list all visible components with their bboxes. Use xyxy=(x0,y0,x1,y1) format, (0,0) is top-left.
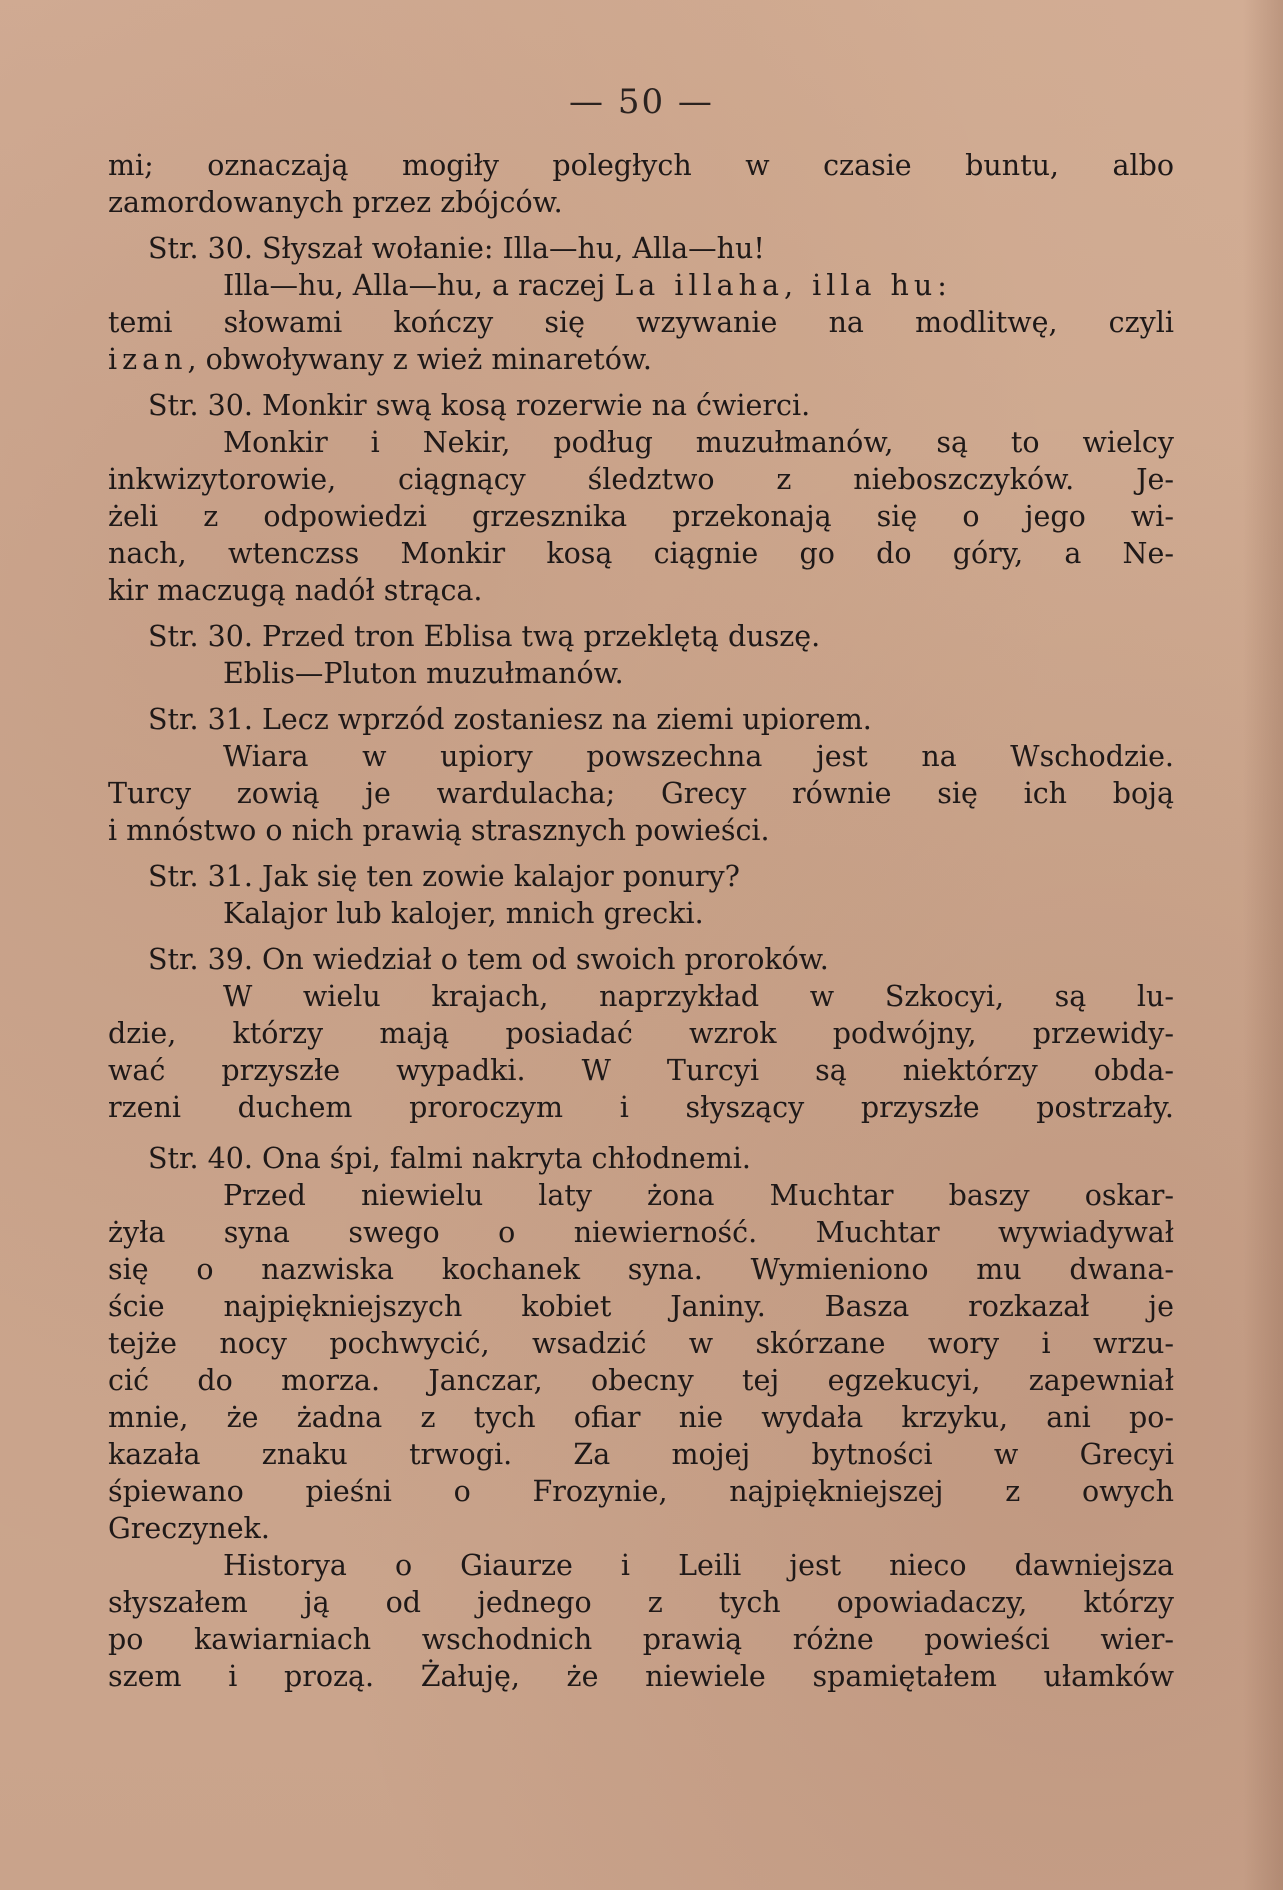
text-line: Eblis—Pluton muzułmanów. xyxy=(223,657,624,690)
page-body xyxy=(108,147,1174,1695)
text-line xyxy=(108,267,1174,304)
text-line xyxy=(108,341,1174,378)
note-heading: Str. 30. Przed tron Eblisa twą przeklętą duszę. xyxy=(148,620,821,653)
text-segment: Illa—hu, Alla—hu, a raczej xyxy=(223,269,606,302)
note-heading: Str. 39. On wiedział o tem od swoich proroków. xyxy=(148,943,829,976)
note-heading: Str. 30. Słyszał wołanie: Illa—hu, Alla—hu! xyxy=(148,232,765,265)
text-line: mnie, że żadna z tych ofiar nie wydała krzyku, ani po- xyxy=(108,1401,1174,1434)
text-line: Greczynek. xyxy=(108,1512,270,1545)
text-line: wać przyszłe wypadki. W Turcyi są niektórzy obda- xyxy=(108,1054,1174,1087)
text-line: tejże nocy pochwycić, wsadzić w skórzane wory i wrzu- xyxy=(108,1327,1174,1360)
text-segment-spaced: La illaha, illa hu: xyxy=(614,269,952,302)
text-line: Kalajor lub kalojer, mnich grecki. xyxy=(223,897,704,930)
text-line: Historya o Giaurze i Leili jest nieco dawniejsza xyxy=(223,1549,1174,1582)
text-line: szem i prozą. Żałuję, że niewiele spamiętałem ułamków xyxy=(108,1660,1174,1693)
note-heading: Str. 31. Jak się ten zowie kalajor ponury? xyxy=(148,860,740,893)
text-segment-spaced: izan xyxy=(108,343,188,376)
text-line: Turcy zowią je wardulacha; Grecy równie się ich boją xyxy=(108,777,1174,810)
text-line: ście najpiękniejszych kobiet Janiny. Basza rozkazał je xyxy=(108,1290,1174,1323)
page-edge-shadow xyxy=(1243,0,1283,1890)
text-line: po kawiarniach wschodnich prawią różne powieści wier- xyxy=(108,1623,1174,1656)
text-line: nach, wtenczss Monkir kosą ciągnie go do góry, a Ne- xyxy=(108,537,1174,570)
text-line: kazała znaku trwogi. Za mojej bytności w Grecyi xyxy=(108,1438,1174,1471)
text-line: dzie, którzy mają posiadać wzrok podwójny, przewidy- xyxy=(108,1017,1174,1050)
text-line: Wiara w upiory powszechna jest na Wschodzie. xyxy=(223,740,1174,773)
text-line: i mnóstwo o nich prawią strasznych powieści. xyxy=(108,814,770,847)
text-line: słyszałem ją od jednego z tych opowiadaczy, którzy xyxy=(108,1586,1174,1619)
text-line: Przed niewielu laty żona Muchtar baszy oskar- xyxy=(223,1179,1174,1212)
text-line: zamordowanych przez zbójców. xyxy=(108,186,563,219)
text-line: żyła syna swego o niewierność. Muchtar wywiadywał xyxy=(108,1216,1174,1249)
text-line: temi słowami kończy się wzywanie na modlitwę, czyli xyxy=(108,306,1174,339)
text-line: rzeni duchem proroczym i słyszący przyszłe postrzały. xyxy=(108,1091,1174,1124)
text-line: śpiewano pieśni o Frozynie, najpiękniejszej z owych xyxy=(108,1475,1174,1508)
text-line: mi; oznaczają mogiły poległych w czasie buntu, albo xyxy=(108,149,1174,182)
text-line: W wielu krajach, naprzykład w Szkocyi, są lu- xyxy=(223,980,1174,1013)
page-number: — 50 — xyxy=(569,82,714,122)
text-line: inkwizytorowie, ciągnący śledztwo z nieboszczyków. Je- xyxy=(108,463,1174,496)
text-line: cić do morza. Janczar, obecny tej egzekucyi, zapewniał xyxy=(108,1364,1174,1397)
text-line: żeli z odpowiedzi grzesznika przekonają się o jego wi- xyxy=(108,500,1174,533)
text-line: kir maczugą nadół strąca. xyxy=(108,574,483,607)
text-line: Monkir i Nekir, podług muzułmanów, są to wielcy xyxy=(223,426,1174,459)
note-heading: Str. 40. Ona śpi, falmi nakryta chłodnemi. xyxy=(148,1142,751,1175)
note-heading: Str. 31. Lecz wprzód zostaniesz na ziemi upiorem. xyxy=(148,703,872,736)
note-heading: Str. 30. Monkir swą kosą rozerwie na ćwierci. xyxy=(148,389,811,422)
text-segment: , obwoływany z wież minaretów. xyxy=(187,343,652,376)
text-line: się o nazwiska kochanek syna. Wymieniono mu dwana- xyxy=(108,1253,1174,1286)
